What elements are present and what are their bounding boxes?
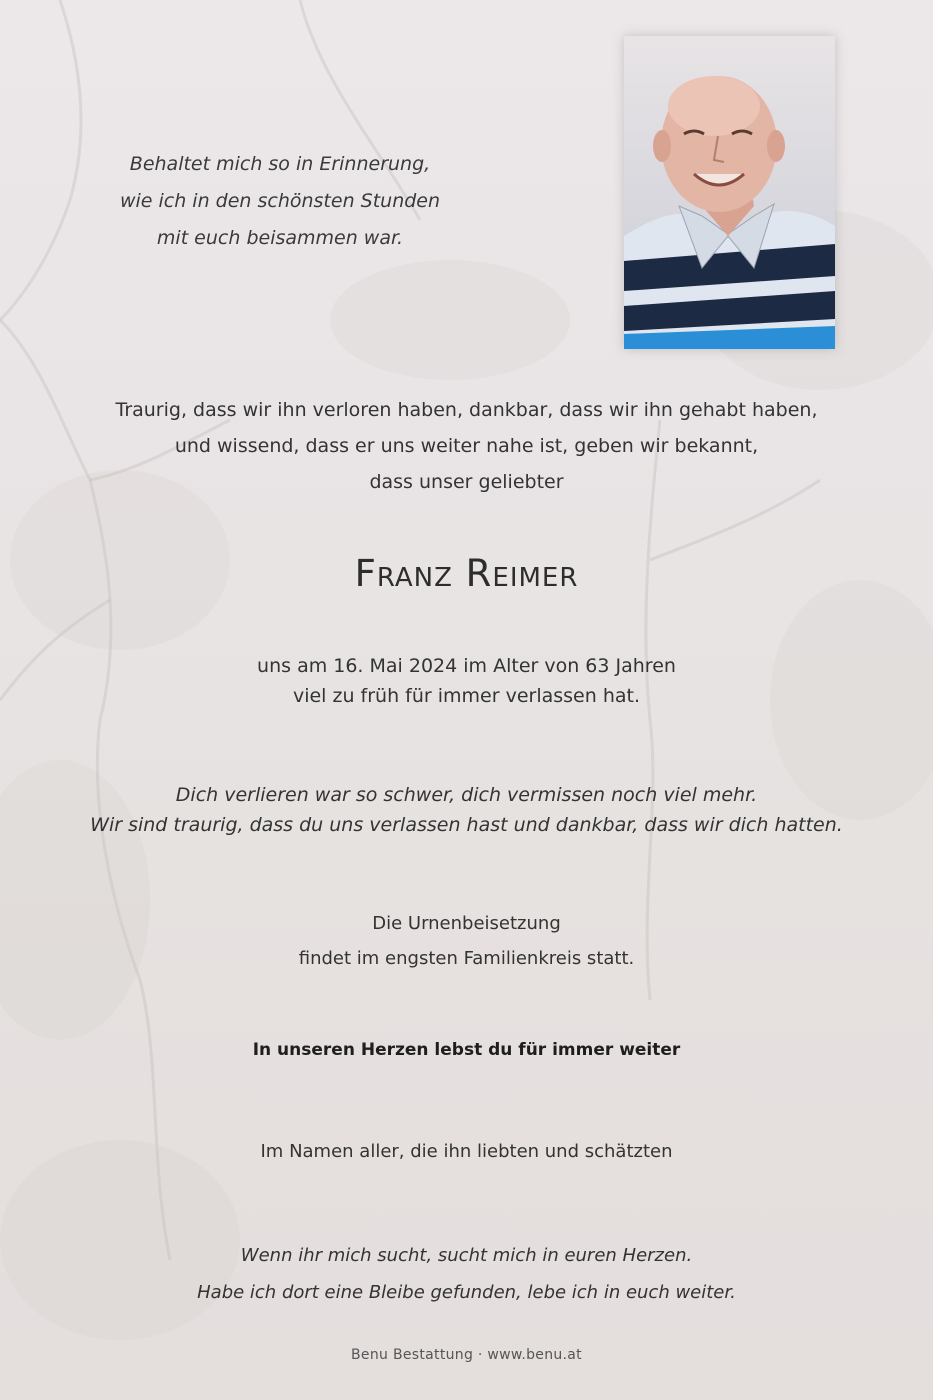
middle-verse-line: Dich verlieren war so schwer, dich vermissen noch viel mehr. bbox=[175, 784, 758, 806]
death-notice-line: uns am 16. Mai 2024 im Alter von 63 Jahren bbox=[257, 655, 676, 677]
closing-verse-line: Wenn ihr mich sucht, sucht mich in euren Herzen. bbox=[240, 1245, 693, 1266]
funeral-home-footer: Benu Bestattung · www.benu.at bbox=[351, 1347, 582, 1363]
deceased-name: Franz Reimer bbox=[354, 552, 579, 595]
intro-line: und wissend, dass er uns weiter nahe ist, geben wir bekannt, bbox=[174, 435, 759, 457]
intro-line: Traurig, dass wir ihn verloren haben, dankbar, dass wir ihn gehabt haben, bbox=[115, 399, 818, 421]
opening-verse-line: mit euch beisammen war. bbox=[156, 227, 404, 249]
closing-verse bbox=[0, 1237, 933, 1311]
middle-verse bbox=[0, 780, 933, 840]
death-notice-line: viel zu früh für immer verlassen hat. bbox=[292, 685, 641, 707]
middle-verse-line: Wir sind traurig, dass du uns verlassen hast und dankbar, dass wir dich hatten. bbox=[90, 814, 843, 836]
closing-verse-line: Habe ich dort eine Bleibe gefunden, lebe ich in euch weiter. bbox=[197, 1282, 736, 1303]
intro-line: dass unser geliebter bbox=[369, 471, 564, 493]
announcement-intro bbox=[0, 392, 933, 500]
urn-burial-notice bbox=[0, 906, 933, 976]
portrait-photo bbox=[624, 36, 835, 349]
family-signature: Im Namen aller, die ihn liebten und schätzten bbox=[260, 1141, 673, 1162]
opening-verse bbox=[60, 146, 500, 257]
urn-burial-line: findet im engsten Familienkreis statt. bbox=[298, 948, 635, 969]
death-notice bbox=[0, 651, 933, 711]
urn-burial-line: Die Urnenbeisetzung bbox=[372, 913, 561, 934]
opening-verse-line: Behaltet mich so in Erinnerung, bbox=[129, 153, 431, 175]
memorial-motto: In unseren Herzen lebst du für immer weiter bbox=[252, 1040, 681, 1060]
opening-verse-line: wie ich in den schönsten Stunden bbox=[119, 190, 441, 212]
